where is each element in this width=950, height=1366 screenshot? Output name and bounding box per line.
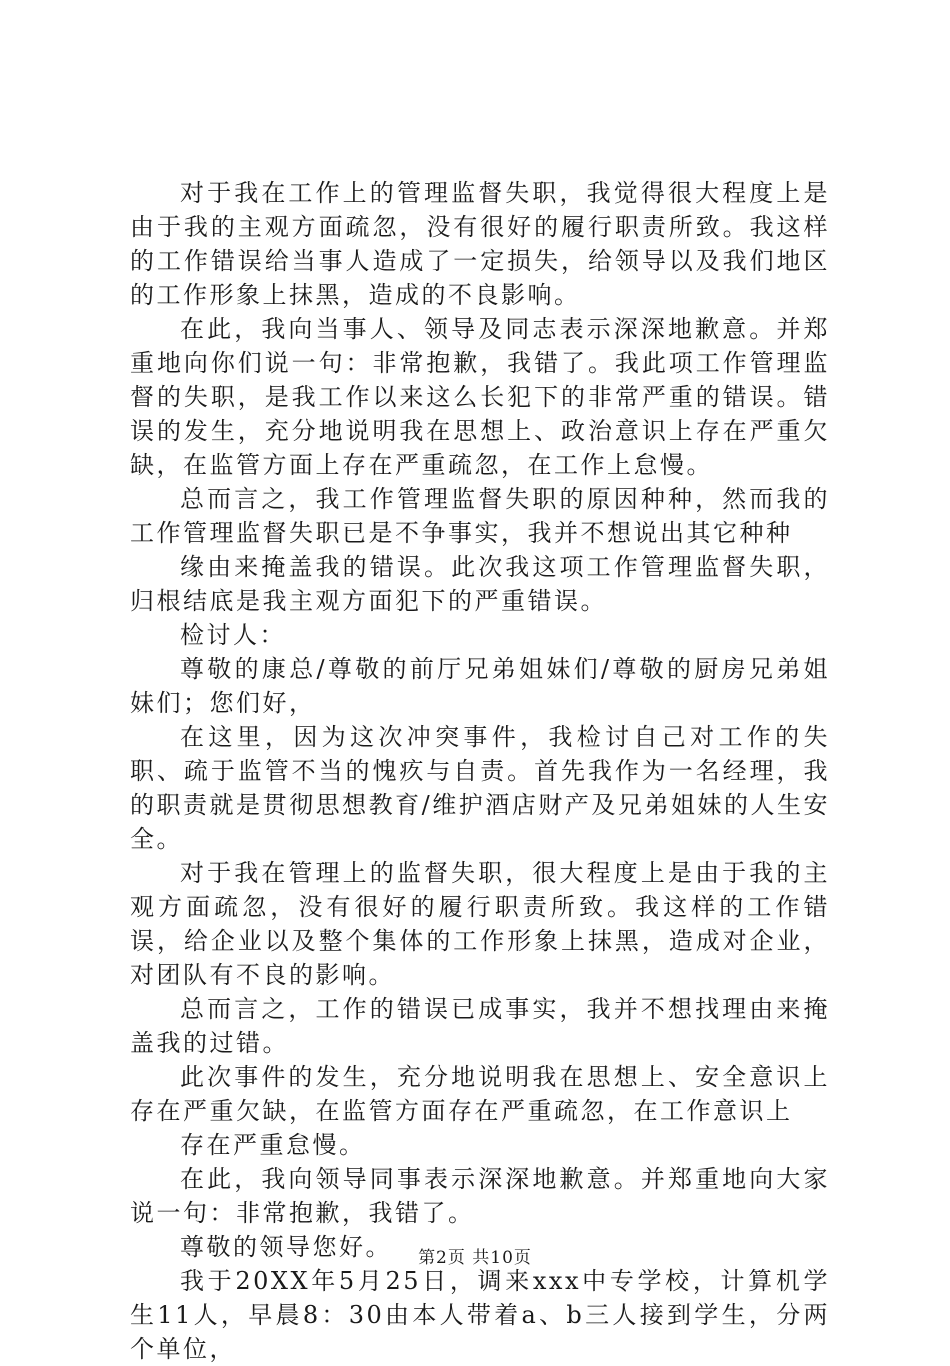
document-body (130, 176, 830, 1366)
paragraph-8: 对于我在管理上的监督失职，很大程度上是由于我的主观方面疏忽，没有很好的履行职责所致。我这样的工作错误，给企业以及整个集体的工作形象上抹黑，造成对企业，对团队有不良的影响。 (130, 859, 830, 989)
paragraph-9: 总而言之，工作的错误已成事实，我并不想找理由来掩盖我的过错。 (130, 995, 830, 1057)
paragraph-7: 在这里，因为这次冲突事件，我检讨自己对工作的失职、疏于监管不当的愧疚与自责。首先我作为一名经理，我的职责就是贯彻思想教育/维护酒店财产及兄弟姐妹的人生安全。 (130, 723, 830, 853)
paragraph-4: 缘由来掩盖我的错误。此次我这项工作管理监督失职，归根结底是我主观方面犯下的严重错误。 (130, 553, 830, 615)
paragraph-3: 总而言之，我工作管理监督失职的原因种种，然而我的工作管理监督失职已是不争事实，我并不想说出其它种种 (130, 485, 830, 547)
paragraph-11: 存在严重怠慢。 (180, 1131, 366, 1159)
paragraph-13: 尊敬的领导您好。 (180, 1233, 392, 1261)
paragraph-5: 检讨人： (180, 621, 286, 649)
paragraph-6: 尊敬的康总/尊敬的前厅兄弟姐妹们/尊敬的厨房兄弟姐妹们；您们好， (130, 655, 830, 717)
paragraph-14: 我于20XX年5月25日，调来xxx中专学校，计算机学生11人，早晨8：30由本人带着a、b三人接到学生，分两个单位， (130, 1267, 830, 1363)
paragraph-1: 对于我在工作上的管理监督失职，我觉得很大程度上是由于我的主观方面疏忽，没有很好的履行职责所致。我这样的工作错误给当事人造成了一定损失，给领导以及我们地区的工作形象上抹黑，造成的不良影响。 (130, 179, 830, 309)
page-number-footer: 第2页 共10页 (418, 1248, 532, 1268)
paragraph-2: 在此，我向当事人、领导及同志表示深深地歉意。并郑重地向你们说一句：非常抱歉，我错了。我此项工作管理监督的失职，是我工作以来这么长犯下的非常严重的错误。错误的发生，充分地说明我在思想上、政治意识上存在严重欠缺，在监管方面上存在严重疏忽，在工作上怠慢。 (130, 315, 830, 479)
paragraph-10: 此次事件的发生，充分地说明我在思想上、安全意识上存在严重欠缺，在监管方面存在严重疏忽，在工作意识上 (130, 1063, 830, 1125)
paragraph-12: 在此，我向领导同事表示深深地歉意。并郑重地向大家说一句：非常抱歉，我错了。 (130, 1165, 830, 1227)
